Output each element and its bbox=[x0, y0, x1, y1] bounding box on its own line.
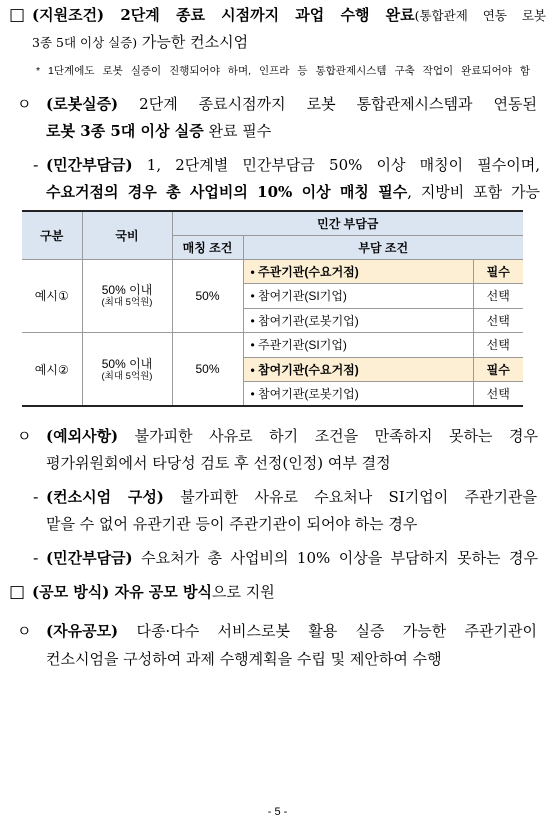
dash-bullet-icon: - bbox=[33, 488, 39, 506]
matching-condition-cell: 50% bbox=[172, 333, 243, 407]
exceptions-line-1 bbox=[46, 426, 538, 446]
private-share-label: (민간부담금) bbox=[46, 156, 133, 174]
national-funding-max: (최대 5억원) bbox=[101, 297, 153, 309]
burden-organization: • 주관기관(수요거점) bbox=[243, 259, 473, 284]
national-funding-cell bbox=[82, 333, 172, 407]
square-bullet-icon: □ bbox=[9, 582, 26, 602]
exception-consortium-line-1 bbox=[46, 487, 537, 507]
header-national-funding: 국비 bbox=[82, 211, 172, 259]
burden-organization: • 참여기관(SI기업) bbox=[243, 284, 473, 309]
robot-demo-line-1 bbox=[46, 94, 537, 114]
page-number: - 5 - bbox=[267, 806, 288, 818]
circle-bullet-icon: ㅇ bbox=[17, 95, 32, 113]
support-condition-paren-start: (통합관제 연동 로봇 bbox=[414, 8, 546, 23]
example-label: 예시② bbox=[22, 333, 82, 407]
recruitment-tail: 으로 지원 bbox=[211, 583, 275, 601]
support-condition-line-2 bbox=[32, 32, 546, 53]
exceptions-label: (예외사항) bbox=[46, 427, 119, 445]
burden-organization: • 참여기관(로봇기업) bbox=[243, 382, 473, 407]
open-call-text: 다종·다수 서비스로봇 활용 실증 가능한 주관기관이 bbox=[118, 622, 537, 640]
support-condition-heading: (지원조건) 2단계 종료 시점까지 과업 수행 완료 bbox=[32, 6, 415, 24]
national-funding-limit: 50% 이내 bbox=[101, 283, 153, 298]
private-share-text: 1, 2단계별 민간부담금 50% 이상 매칭이 필수이며, bbox=[132, 156, 540, 174]
robot-demo-line-2 bbox=[46, 121, 537, 141]
exception-private-share-line bbox=[46, 548, 538, 568]
header-burden-condition: 부담 조건 bbox=[243, 235, 523, 259]
table-header bbox=[22, 211, 523, 259]
burden-requirement: 필수 bbox=[473, 259, 523, 284]
header-category: 구분 bbox=[22, 211, 82, 259]
burden-requirement: 필수 bbox=[473, 357, 523, 382]
header-matching-condition: 매칭 조건 bbox=[172, 235, 243, 259]
header-private-share: 민간 부담금 bbox=[172, 211, 523, 235]
exception-consortium-text: 불가피한 사유로 수요처나 SI기업이 주관기관을 bbox=[163, 488, 537, 506]
robot-demo-text: 2단계 종료시점까지 로봇 통합관제시스템과 연동된 bbox=[118, 95, 537, 113]
private-share-table bbox=[22, 210, 523, 407]
open-call-line-2: 컨소시엄을 구성하여 과제 수행계획을 수립 및 제안하여 수행 bbox=[46, 650, 442, 668]
burden-requirement: 선택 bbox=[473, 333, 523, 358]
national-funding-cell bbox=[82, 259, 172, 333]
burden-requirement: 선택 bbox=[473, 382, 523, 407]
private-share-line-2 bbox=[46, 182, 540, 202]
table-header-row bbox=[22, 211, 523, 235]
burden-requirement: 선택 bbox=[473, 308, 523, 333]
support-condition-paren-end: 3종 5대 이상 실증) bbox=[32, 35, 138, 50]
square-bullet-icon: □ bbox=[9, 5, 26, 25]
national-funding-limit: 50% 이내 bbox=[101, 356, 153, 371]
robot-demo-tail: 완료 필수 bbox=[203, 122, 272, 140]
burden-organization: • 참여기관(로봇기업) bbox=[243, 308, 473, 333]
burden-requirement: 선택 bbox=[473, 284, 523, 309]
private-share-line-1 bbox=[46, 155, 540, 175]
robot-demo-label: (로봇실증) bbox=[46, 95, 119, 113]
example-label: 예시① bbox=[22, 259, 82, 333]
burden-organization: • 참여기관(수요거점) bbox=[243, 357, 473, 382]
exception-consortium-label: (컨소시엄 구성) bbox=[46, 488, 164, 506]
table-row bbox=[22, 259, 523, 284]
private-share-tail: , 지방비 포함 가능 bbox=[407, 183, 540, 201]
exception-private-share-text: 수요처가 총 사업비의 10% 이상을 부담하지 못하는 경우 bbox=[132, 549, 538, 567]
burden-organization: • 주관기관(SI기업) bbox=[243, 333, 473, 358]
recruitment-line bbox=[32, 582, 532, 602]
exception-consortium-line-2: 맡을 수 없어 유관기관 등이 주관기관이 되어야 하는 경우 bbox=[46, 515, 418, 533]
national-funding-max: (최대 5억원) bbox=[101, 370, 153, 382]
private-share-requirement: 수요거점의 경우 총 사업비의 10% 이상 매칭 필수 bbox=[46, 183, 408, 201]
robot-demo-requirement: 로봇 3종 5대 이상 실증 bbox=[46, 122, 204, 140]
matching-condition-cell: 50% bbox=[172, 259, 243, 333]
support-condition-note: * 1단계에도 로봇 실증이 진행되어야 하며, 인프라 등 통합관제시스템 구축 작업이 완료되어야 함 bbox=[36, 65, 530, 77]
dash-bullet-icon: - bbox=[33, 549, 39, 567]
recruitment-heading: (공모 방식) 자유 공모 방식 bbox=[32, 583, 212, 601]
exceptions-line-2: 평가위원회에서 타당성 검토 후 선정(인정) 여부 결정 bbox=[46, 454, 391, 472]
support-condition-line-1 bbox=[32, 5, 546, 26]
circle-bullet-icon: ㅇ bbox=[17, 427, 32, 445]
table-row bbox=[22, 333, 523, 358]
open-call-line-1 bbox=[46, 621, 537, 641]
dash-bullet-icon: - bbox=[33, 156, 39, 174]
support-condition-tail: 가능한 컨소시엄 bbox=[137, 33, 249, 51]
table-body bbox=[22, 259, 523, 406]
open-call-label: (자유공모) bbox=[46, 622, 119, 640]
exceptions-text: 불가피한 사유로 하기 조건을 만족하지 못하는 경우 bbox=[118, 427, 538, 445]
circle-bullet-icon: ㅇ bbox=[17, 622, 32, 640]
exception-private-share-label: (민간부담금) bbox=[46, 549, 133, 567]
